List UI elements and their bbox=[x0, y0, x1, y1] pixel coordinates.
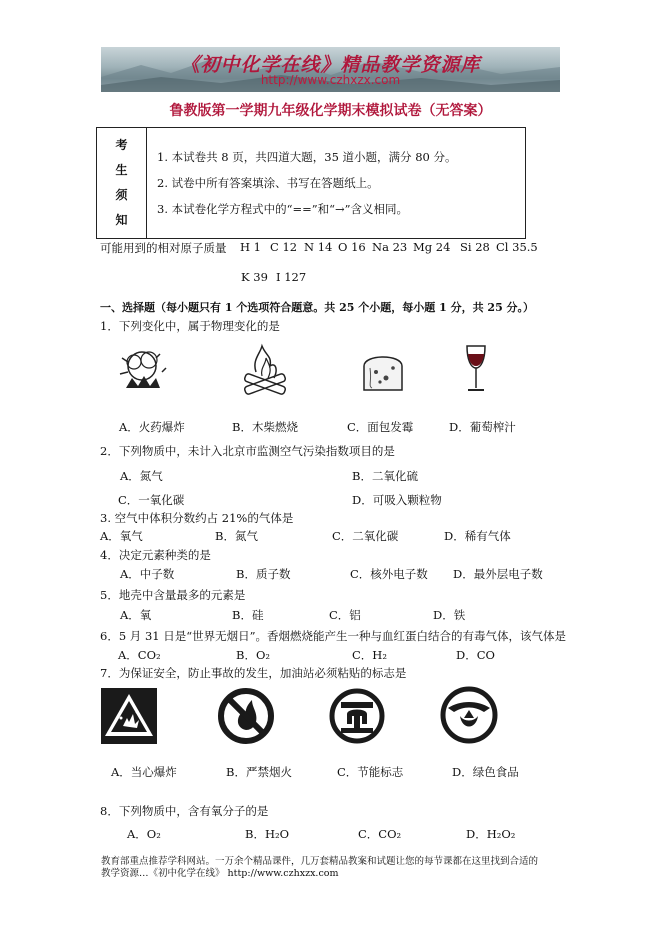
page-footer bbox=[101, 856, 571, 880]
exam-notice-box bbox=[96, 127, 526, 239]
question-stem: 7．为保证安全，防止事故的发生，加油站必须粘贴的标志是 bbox=[100, 666, 407, 680]
explosion-warning-sign-icon bbox=[101, 688, 157, 744]
option[interactable]: B．氮气 bbox=[215, 529, 258, 543]
atomic-mass-value: C 12 bbox=[270, 240, 298, 254]
option[interactable]: D．H₂O₂ bbox=[466, 827, 516, 841]
footer-line: 教育部重点推荐学科网站。一万余个精品课件，几万套精品教案和试题让您的每节课都在这里找到合适的 bbox=[101, 856, 539, 867]
atomic-mass-label: 可能用到的相对原子质量 bbox=[100, 241, 227, 255]
option[interactable]: C．CO₂ bbox=[358, 827, 402, 841]
notice-label bbox=[97, 128, 147, 238]
site-banner bbox=[101, 47, 560, 92]
option[interactable]: D．葡萄榨汁 bbox=[449, 420, 516, 434]
question-stem: 1．下列变化中，属于物理变化的是 bbox=[100, 319, 280, 333]
moldy-bread-icon bbox=[360, 348, 406, 396]
footer-url-link[interactable]: http://www.czhxzx.com bbox=[227, 868, 339, 879]
option[interactable]: A．火药爆炸 bbox=[119, 420, 185, 434]
option[interactable]: C．一氧化碳 bbox=[118, 493, 185, 507]
option[interactable]: A．氧 bbox=[120, 608, 152, 622]
atomic-mass-value: K 39 bbox=[241, 270, 268, 284]
option[interactable]: B．质子数 bbox=[236, 567, 291, 581]
option[interactable]: D．最外层电子数 bbox=[453, 567, 543, 581]
notice-label-char: 生 bbox=[115, 163, 128, 177]
banner-title: 《初中化学在线》精品教学资源库 bbox=[180, 54, 481, 76]
option[interactable]: B．木柴燃烧 bbox=[232, 420, 298, 434]
notice-item: 2. 试卷中所有答案填涂、书写在答题纸上。 bbox=[157, 176, 379, 190]
burning-wood-icon bbox=[238, 342, 292, 402]
atomic-mass-value: H 1 bbox=[240, 240, 262, 254]
question-stem: 4．决定元素种类的是 bbox=[100, 548, 211, 562]
option[interactable]: A．O₂ bbox=[127, 827, 161, 841]
no-fire-sign-icon bbox=[218, 688, 274, 744]
wine-glass-icon bbox=[465, 344, 487, 396]
explosion-icon bbox=[116, 344, 168, 400]
option[interactable]: C．铝 bbox=[329, 608, 361, 622]
option[interactable]: A．当心爆炸 bbox=[111, 765, 177, 779]
option[interactable]: D．CO bbox=[456, 648, 495, 662]
question-stem: 3. 空气中体积分数约占 21%的气体是 bbox=[100, 511, 294, 525]
option[interactable]: B．二氧化硫 bbox=[352, 469, 418, 483]
section-title: 一、选择题（每小题只有 1 个选项符合题意。共 25 个小题，每小题 1 分，共 25 分。） bbox=[100, 301, 535, 314]
footer-text: 教学资源…《初中化学在线》 bbox=[101, 868, 225, 879]
question-stem: 8．下列物质中，含有氧分子的是 bbox=[100, 804, 269, 818]
option[interactable]: D．可吸入颗粒物 bbox=[352, 493, 442, 507]
option[interactable]: A．氧气 bbox=[100, 529, 143, 543]
option[interactable]: B．O₂ bbox=[236, 648, 270, 662]
notice-label-char: 考 bbox=[115, 138, 128, 152]
notice-label-char: 须 bbox=[115, 188, 128, 202]
option[interactable]: B．H₂O bbox=[245, 827, 290, 841]
option[interactable]: B．严禁烟火 bbox=[226, 765, 292, 779]
footer-line bbox=[101, 868, 571, 880]
option[interactable]: A．CO₂ bbox=[118, 648, 161, 662]
option[interactable]: D．铁 bbox=[433, 608, 466, 622]
option[interactable]: D．绿色食品 bbox=[452, 765, 519, 779]
question-stem: 2．下列物质中，未计入北京市监测空气污染指数项目的是 bbox=[100, 444, 395, 458]
option[interactable]: C．面包发霉 bbox=[347, 420, 414, 434]
green-food-sign-icon bbox=[440, 686, 498, 744]
atomic-mass-value: O 16 bbox=[338, 240, 366, 254]
option[interactable]: C．核外电子数 bbox=[350, 567, 428, 581]
atomic-mass-value: Na 23 bbox=[372, 240, 408, 254]
atomic-mass-value: Si 28 bbox=[460, 240, 490, 254]
atomic-mass-value: I 127 bbox=[276, 270, 307, 284]
notice-item: 3. 本试卷化学方程式中的“==”和“→”含义相同。 bbox=[157, 202, 409, 216]
option[interactable]: C．二氧化碳 bbox=[332, 529, 399, 543]
option[interactable]: C．H₂ bbox=[352, 648, 387, 662]
atomic-mass-value: N 14 bbox=[304, 240, 333, 254]
document-title: 鲁教版第一学期九年级化学期末模拟试卷（无答案） bbox=[169, 103, 492, 119]
atomic-mass-value: Mg 24 bbox=[413, 240, 451, 254]
option[interactable]: B．硅 bbox=[232, 608, 264, 622]
notice-item: 1. 本试卷共 8 页，共四道大题，35 道小题，满分 80 分。 bbox=[157, 150, 457, 164]
atomic-mass-value: Cl 35.5 bbox=[496, 240, 538, 254]
question-stem: 5．地壳中含量最多的元素是 bbox=[100, 588, 246, 602]
option[interactable]: C．节能标志 bbox=[337, 765, 404, 779]
option[interactable]: D．稀有气体 bbox=[444, 529, 511, 543]
notice-label-char: 知 bbox=[115, 213, 128, 227]
question-stem: 6．5 月 31 日是“世界无烟日”。香烟燃烧能产生一种与血红蛋白结合的有毒气体，该气体是 bbox=[100, 629, 566, 643]
option[interactable]: A．氮气 bbox=[120, 469, 163, 483]
option[interactable]: A．中子数 bbox=[120, 567, 175, 581]
banner-url-link[interactable]: http://www.czhxzx.com bbox=[260, 73, 401, 87]
energy-saving-sign-icon bbox=[329, 688, 385, 744]
